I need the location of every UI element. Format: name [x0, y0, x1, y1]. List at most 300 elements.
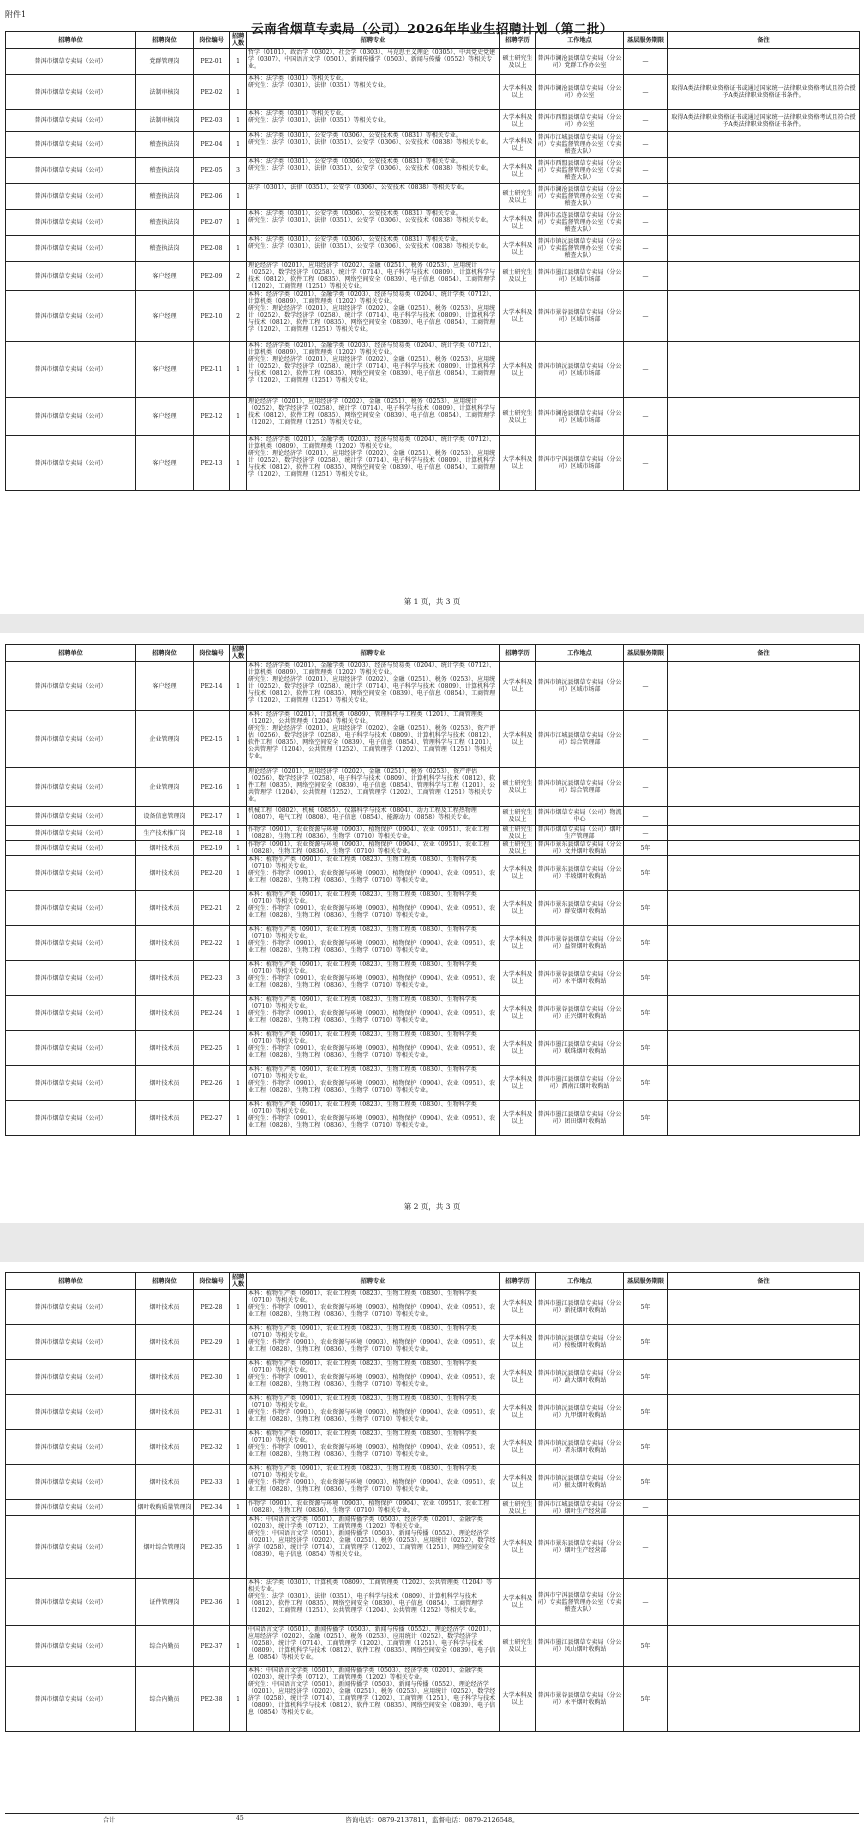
- note-cell: [668, 342, 860, 398]
- note-cell: [668, 184, 860, 210]
- post-cell: 烟叶技术员: [136, 1430, 194, 1465]
- education-cell: 大学本科及以上: [500, 1360, 536, 1395]
- unit-cell: 普洱市烟草专卖局（公司）: [6, 1031, 136, 1066]
- post-cell: 烟叶技术员: [136, 891, 194, 926]
- table-row: [6, 1360, 860, 1395]
- note-cell: [668, 158, 860, 184]
- table-row: [6, 1395, 860, 1430]
- post-code-cell: PE2-34: [194, 1500, 230, 1516]
- major-cell: 本科：植物生产类（0901）、农业工程类（0823）、生物工程类（0830）、生物科学类（0710）等相关专业。 研究生：作物学（0901）、农业资源与环境（0903）、植物保护（0904）、农业（0951）、农业工程（0828）、生物工程（0836）、生物学（0710）等相关专业。: [247, 891, 500, 926]
- service-term-cell: 5年: [624, 1360, 668, 1395]
- location-cell: 普洱市镇沅县烟草专卖局（分公司）专卖监督管理办公室（专卖稽查大队）: [536, 236, 624, 262]
- note-cell: [668, 1667, 860, 1732]
- table-row: [6, 961, 860, 996]
- post-code-cell: PE2-12: [194, 398, 230, 436]
- document-page-3: [0, 1262, 864, 1836]
- headcount-cell: 1: [230, 342, 247, 398]
- service-term-cell: —: [624, 826, 668, 841]
- note-cell: [668, 49, 860, 75]
- location-cell: 普洱市澜沧县烟草专卖局（分公司）区域市场部: [536, 398, 624, 436]
- note-cell: [668, 1066, 860, 1101]
- location-cell: 普洱市景东县烟草专卖局（分公司）半坡烟叶收购站: [536, 856, 624, 891]
- education-cell: 大学本科及以上: [500, 1667, 536, 1732]
- major-cell: 本科：经济学类（0201）、金融学类（0203）、经济与贸易类（0204）、统计学类（0712）、计算机类（0809）、工商管理类（1202）等相关专业。 研究生：理论经济学（0201）、应用经济学（0202）、金融（0251）、税务（0253）、应用统计（0252）、数学经济学（0258）、统计学（0714）、电子科学与技术（0809）、计算机科学与技术（0812）、软件工程（0835）、网络空间安全（0839）、电子信息（0854）、工商管理学（1202）、工商管理（1251）等相关专业。: [247, 436, 500, 491]
- headcount-cell: 1: [230, 711, 247, 768]
- table-row: [6, 1290, 860, 1325]
- column-header: 招聘专业: [247, 1273, 500, 1290]
- note-cell: 取得A类法律职业资格证书或通过国家统一法律职业资格考试且符合授予A类法律职业资格证书条件。: [668, 75, 860, 110]
- headcount-cell: 1: [230, 841, 247, 856]
- post-code-cell: PE2-17: [194, 807, 230, 826]
- education-cell: 大学本科及以上: [500, 132, 536, 158]
- education-cell: 硕士研究生及以上: [500, 841, 536, 856]
- note-cell: [668, 1101, 860, 1136]
- major-cell: 作物学（0901）、农业资源与环境（0903）、植物保护（0904）、农业（0951）、农业工程（0828）、生物工程（0836）、生物学（0710）等相关专业。: [247, 826, 500, 841]
- note-cell: [668, 1516, 860, 1579]
- post-code-cell: PE2-06: [194, 184, 230, 210]
- document-page-2: [0, 633, 864, 1223]
- note-cell: [668, 1031, 860, 1066]
- table-header-row: [6, 32, 860, 49]
- service-term-cell: 5年: [624, 1101, 668, 1136]
- post-code-cell: PE2-02: [194, 75, 230, 110]
- post-code-cell: PE2-08: [194, 236, 230, 262]
- unit-cell: 普洱市烟草专卖局（公司）: [6, 807, 136, 826]
- major-cell: 哲学（0101）、政治学（0302）、社会学（0303）、马克思主义理论（0305）、中共党史党建学（0307）、中国语言文学（0501）、新闻传播学（0503）、新闻与传播（0552）等相关专业。: [247, 49, 500, 75]
- service-term-cell: —: [624, 262, 668, 291]
- note-cell: [668, 1360, 860, 1395]
- headcount-cell: 1: [230, 132, 247, 158]
- unit-cell: 普洱市烟草专卖局（公司）: [6, 1101, 136, 1136]
- post-cell: 证件管理岗: [136, 1579, 194, 1626]
- post-cell: 烟叶技术员: [136, 926, 194, 961]
- post-code-cell: PE2-38: [194, 1667, 230, 1732]
- location-cell: 普洱市景谷县烟草专卖局（分公司）永平烟叶收购站: [536, 961, 624, 996]
- headcount-cell: 1: [230, 926, 247, 961]
- table-row: [6, 1667, 860, 1732]
- post-cell: 烟叶技术员: [136, 1066, 194, 1101]
- unit-cell: 普洱市烟草专卖局（公司）: [6, 236, 136, 262]
- post-cell: 党群管理岗: [136, 49, 194, 75]
- note-cell: [668, 711, 860, 768]
- education-cell: 大学本科及以上: [500, 158, 536, 184]
- headcount-cell: 1: [230, 236, 247, 262]
- major-cell: 法学（0301）、法律（0351）、公安学（0306）、公安技术（0838）等相关专业。: [247, 184, 500, 210]
- service-term-cell: 5年: [624, 891, 668, 926]
- post-code-cell: PE2-03: [194, 110, 230, 132]
- document-page-1: [0, 0, 864, 614]
- location-cell: 普洱市烟草专卖局（公司）物流中心: [536, 807, 624, 826]
- major-cell: 本科：经济学类（0201）、金融学类（0203）、经济与贸易类（0204）、统计学类（0712）、计算机类（0809）、工商管理类（1202）等相关专业。 研究生：理论经济学（0201）、应用经济学（0202）、金融（0251）、税务（0253）、应用统计（0252）、数学经济学（0258）、统计学（0714）、电子科学与技术（0809）、计算机科学与技术（0812）、软件工程（0835）、网络空间安全（0839）、电子信息（0854）、工商管理学（1202）、工商管理（1251）等相关专业。: [247, 342, 500, 398]
- unit-cell: 普洱市烟草专卖局（公司）: [6, 49, 136, 75]
- location-cell: 普洱市镇沅县烟草专卖局（分公司）按板烟叶收购站: [536, 1325, 624, 1360]
- headcount-cell: 1: [230, 1516, 247, 1579]
- service-term-cell: 5年: [624, 1395, 668, 1430]
- location-cell: 普洱市景谷县烟草专卖局（分公司）益智烟叶收购站: [536, 926, 624, 961]
- post-code-cell: PE2-14: [194, 662, 230, 711]
- major-cell: 本科：植物生产类（0901）、农业工程类（0823）、生物工程类（0830）、生物科学类（0710）等相关专业。 研究生：作物学（0901）、农业资源与环境（0903）、植物保护（0904）、农业（0951）、农业工程（0828）、生物工程（0836）、生物学（0710）等相关专业。: [247, 1360, 500, 1395]
- unit-cell: 普洱市烟草专卖局（公司）: [6, 1325, 136, 1360]
- recruitment-table-page-1: [5, 31, 860, 491]
- major-cell: 本科：法学类（0301）、公安学类（0306）、公安技术类（0831）等相关专业。 研究生：法学（0301）、法律（0351）、公安学（0306）、公安技术（0838）等相关专业。: [247, 210, 500, 236]
- unit-cell: 普洱市烟草专卖局（公司）: [6, 711, 136, 768]
- unit-cell: 普洱市烟草专卖局（公司）: [6, 1500, 136, 1516]
- table-row: [6, 110, 860, 132]
- unit-cell: 普洱市烟草专卖局（公司）: [6, 184, 136, 210]
- headcount-cell: 1: [230, 210, 247, 236]
- service-term-cell: —: [624, 1500, 668, 1516]
- post-cell: 烟叶综合管理岗: [136, 1516, 194, 1579]
- service-term-cell: 5年: [624, 1626, 668, 1667]
- headcount-cell: 1: [230, 1626, 247, 1667]
- location-cell: 普洱市镇沅县烟草专卖局（分公司）区域市场部: [536, 342, 624, 398]
- post-cell: 烟叶收购质量管理岗: [136, 1500, 194, 1516]
- location-cell: 普洱市江城县烟草专卖局（分公司）综合管理部: [536, 711, 624, 768]
- headcount-cell: 1: [230, 436, 247, 491]
- unit-cell: 普洱市烟草专卖局（公司）: [6, 996, 136, 1031]
- unit-cell: 普洱市烟草专卖局（公司）: [6, 110, 136, 132]
- post-code-cell: PE2-27: [194, 1101, 230, 1136]
- post-cell: 烟叶技术员: [136, 1101, 194, 1136]
- unit-cell: 普洱市烟草专卖局（公司）: [6, 1579, 136, 1626]
- post-code-cell: PE2-07: [194, 210, 230, 236]
- headcount-cell: 1: [230, 1066, 247, 1101]
- table-row: [6, 184, 860, 210]
- column-header: 招聘单位: [6, 1273, 136, 1290]
- location-cell: 普洱市澜沧县烟草专卖局（分公司）办公室: [536, 75, 624, 110]
- column-header: 岗位编号: [194, 1273, 230, 1290]
- service-term-cell: —: [624, 110, 668, 132]
- column-header: 岗位编号: [194, 32, 230, 49]
- service-term-cell: 5年: [624, 961, 668, 996]
- unit-cell: 普洱市烟草专卖局（公司）: [6, 961, 136, 996]
- major-cell: 理论经济学（0201）、应用经济学（0202）、金融（0251）、税务（0253）、应用统计（0252）、数学经济学（0258）、统计学（0714）、电子科学与技术（0809）、计算机科学与技术（0812）、软件工程（0835）、网络空间安全（0839）、电子信息（0854）、工商管理学（1202）、工商管理（1251）等相关专业。: [247, 262, 500, 291]
- location-cell: 普洱市西盟县烟草专卖局（分公司）专卖监督管理办公室（专卖稽查大队）: [536, 158, 624, 184]
- table-row: [6, 158, 860, 184]
- unit-cell: 普洱市烟草专卖局（公司）: [6, 436, 136, 491]
- location-cell: 普洱市墨江县烟草专卖局（分公司）凤山烟叶收购站: [536, 1626, 624, 1667]
- major-cell: 本科：植物生产类（0901）、农业工程类（0823）、生物工程类（0830）、生物科学类（0710）等相关专业。 研究生：作物学（0901）、农业资源与环境（0903）、植物保护（0904）、农业（0951）、农业工程（0828）、生物工程（0836）、生物学（0710）等相关专业。: [247, 1465, 500, 1500]
- headcount-cell: 1: [230, 1360, 247, 1395]
- education-cell: 硕士研究生及以上: [500, 807, 536, 826]
- note-cell: [668, 1465, 860, 1500]
- major-cell: 中国语言文学（0501）、新闻传播学（0503）、新闻与传播（0552）、理论经济学（0201）、应用经济学（0202）、金融（0251）、税务（0253）、应用统计（0252）、数学经济学（0258）、统计学（0714）、工商管理学（1202）、工商管理（1251）、电子科学与技术（0809）、计算机科学与技术（0812）、软件工程（0835）、网络空间安全（0839）、电子信息（0854）等相关专业。: [247, 1626, 500, 1667]
- location-cell: 普洱市西盟县烟草专卖局（分公司）办公室: [536, 110, 624, 132]
- note-cell: [668, 1626, 860, 1667]
- location-cell: 普洱市景谷县烟草专卖局（分公司）永平烟叶收购站: [536, 1667, 624, 1732]
- post-cell: 法制审核岗: [136, 110, 194, 132]
- post-code-cell: PE2-33: [194, 1465, 230, 1500]
- service-term-cell: 5年: [624, 1465, 668, 1500]
- education-cell: 大学本科及以上: [500, 1101, 536, 1136]
- major-cell: 本科：法学类（0301）等相关专业。 研究生：法学（0301）、法律（0351）等相关专业。: [247, 110, 500, 132]
- major-cell: 本科：植物生产类（0901）、农业工程类（0823）、生物工程类（0830）、生物科学类（0710）等相关专业。 研究生：作物学（0901）、农业资源与环境（0903）、植物保护（0904）、农业（0951）、农业工程（0828）、生物工程（0836）、生物学（0710）等相关专业。: [247, 1066, 500, 1101]
- post-cell: 烟叶技术员: [136, 996, 194, 1031]
- unit-cell: 普洱市烟草专卖局（公司）: [6, 826, 136, 841]
- note-cell: [668, 1325, 860, 1360]
- post-cell: 企业管理岗: [136, 768, 194, 807]
- education-cell: 硕士研究生及以上: [500, 768, 536, 807]
- column-header: 备注: [668, 645, 860, 662]
- service-term-cell: 5年: [624, 1290, 668, 1325]
- service-term-cell: —: [624, 158, 668, 184]
- education-cell: 硕士研究生及以上: [500, 1500, 536, 1516]
- service-term-cell: —: [624, 342, 668, 398]
- table-row: [6, 262, 860, 291]
- note-cell: [668, 891, 860, 926]
- major-cell: 本科：中国语言文学类（0501）、新闻传播学类（0503）、经济学类（0201）、金融学类（0203）、统计学类（0712）、工商管理类（1202）等相关专业。 研究生：中国语言文学（0501）、新闻传播学（0503）、新闻与传播（0552）、理论经济学（0201）、应用经济学（0202）、金融（0251）、税务（0253）、应用统计（0252）、数学经济学（0258）、统计学（0714）、工商管理学（1202）、工商管理（1251）、电子科学与技术（0809）、计算机科学与技术（0812）、软件工程（0835）、网络空间安全（0839）、电子信息（0854）等相关专业。: [247, 1667, 500, 1732]
- table-row: [6, 711, 860, 768]
- recruitment-table-page-2: [5, 644, 860, 1136]
- service-term-cell: —: [624, 132, 668, 158]
- post-cell: 客户经理: [136, 662, 194, 711]
- column-header: 招聘岗位: [136, 32, 194, 49]
- education-cell: 大学本科及以上: [500, 75, 536, 110]
- note-cell: [668, 1430, 860, 1465]
- unit-cell: 普洱市烟草专卖局（公司）: [6, 291, 136, 342]
- column-header: 招聘学历: [500, 1273, 536, 1290]
- education-cell: 大学本科及以上: [500, 662, 536, 711]
- education-cell: 硕士研究生及以上: [500, 826, 536, 841]
- note-cell: [668, 961, 860, 996]
- post-code-cell: PE2-05: [194, 158, 230, 184]
- table-row: [6, 210, 860, 236]
- note-cell: [668, 768, 860, 807]
- service-term-cell: —: [624, 398, 668, 436]
- unit-cell: 普洱市烟草专卖局（公司）: [6, 1395, 136, 1430]
- table-row: [6, 1066, 860, 1101]
- recruitment-table-page-3: [5, 1272, 860, 1732]
- post-code-cell: PE2-18: [194, 826, 230, 841]
- location-cell: 普洱市江城县烟草专卖局（分公司）烟叶生产经营部: [537, 1500, 622, 1515]
- location-cell: 普洱市景东县烟草专卖局（分公司）文井烟叶收购站: [537, 841, 622, 855]
- column-header: 招聘岗位: [136, 645, 194, 662]
- note-cell: [668, 1395, 860, 1430]
- note-cell: [668, 1579, 860, 1626]
- post-cell: 烟叶技术员: [136, 1290, 194, 1325]
- location-cell: 普洱市宁洱县烟草专卖局（分公司）区域市场部: [536, 436, 624, 491]
- unit-cell: 普洱市烟草专卖局（公司）: [6, 1516, 136, 1579]
- major-cell: 本科：植物生产类（0901）、农业工程类（0823）、生物工程类（0830）、生物科学类（0710）等相关专业。 研究生：作物学（0901）、农业资源与环境（0903）、植物保护（0904）、农业（0951）、农业工程（0828）、生物工程（0836）、生物学（0710）等相关专业。: [247, 1325, 500, 1360]
- table-row: [6, 1430, 860, 1465]
- post-cell: 综合内勤员: [136, 1667, 194, 1732]
- location-cell: 普洱市镇沅县烟草专卖局（分公司）者东烟叶收购站: [536, 1430, 624, 1465]
- education-cell: 大学本科及以上: [500, 1066, 536, 1101]
- post-code-cell: PE2-29: [194, 1325, 230, 1360]
- education-cell: 硕士研究生及以上: [500, 262, 536, 291]
- headcount-cell: 1: [230, 856, 247, 891]
- service-term-cell: 5年: [624, 996, 668, 1031]
- headcount-cell: 1: [230, 110, 247, 132]
- location-cell: 普洱市澜沧县烟草专卖局（分公司）党群工作办公室: [536, 49, 624, 75]
- post-code-cell: PE2-21: [194, 891, 230, 926]
- post-cell: 烟叶技术员: [136, 1395, 194, 1430]
- post-cell: 烟叶技术员: [136, 1325, 194, 1360]
- column-header: 工作地点: [536, 645, 624, 662]
- column-header: 工作地点: [536, 32, 624, 49]
- location-cell: 普洱市江城县烟草专卖局（分公司）专卖监督管理办公室（专卖稽查大队）: [536, 132, 624, 158]
- table-row: [6, 996, 860, 1031]
- table-row: [6, 662, 860, 711]
- unit-cell: 普洱市烟草专卖局（公司）: [6, 768, 136, 807]
- major-cell: 本科：法学类（0301）、公安学类（0306）、公安技术类（0831）等相关专业。 研究生：法学（0301）、法律（0351）、公安学（0306）、公安技术（0838）等相关专业。: [247, 158, 500, 184]
- column-header: 招聘人数: [230, 32, 247, 49]
- note-cell: [668, 1290, 860, 1325]
- table-header-row: [6, 645, 860, 662]
- education-cell: 大学本科及以上: [500, 342, 536, 398]
- column-header: 基层服务期限: [624, 1273, 668, 1290]
- table-row: [6, 1626, 860, 1667]
- headcount-cell: 1: [230, 662, 247, 711]
- note-cell: [668, 826, 860, 841]
- column-header: 招聘专业: [247, 32, 500, 49]
- major-cell: 机械工程（0802）、机械（0855）、仪器科学与技术（0804）、动力工程及工程热物理（0807）、电气工程（0808）、电子信息（0854）、能源动力（0858）等相关专业。: [247, 807, 500, 826]
- contact-phones: 咨询电话：0879-2137811，监督电话：0879-2126548。: [345, 1816, 519, 1824]
- major-cell: 理论经济学（0201）、应用经济学（0202）、金融（0251）、税务（0253）、资产评估（0256）、数学经济学（0258）、电子科学与技术（0809）、计算机科学与技术（0812）、软件工程（0835）、网络空间安全（0839）、电子信息（0854）、管理科学与工程（1201）、公共管理学（1204）、公共管理（1252）、工商管理学（1202）、工商管理（1251）等相关专业。: [247, 768, 500, 807]
- post-cell: 烟叶技术员: [136, 1031, 194, 1066]
- location-cell: 普洱市墨江县烟草专卖局（分公司）团田烟叶收购站: [536, 1101, 624, 1136]
- education-cell: 大学本科及以上: [500, 711, 536, 768]
- unit-cell: 普洱市烟草专卖局（公司）: [6, 841, 136, 856]
- major-cell: 理论经济学（0201）、应用经济学（0202）、金融（0251）、税务（0253）、应用统计（0252）、数学经济学（0258）、统计学（0714）、电子科学与技术（0809）、计算机科学与技术（0812）、软件工程（0835）、网络空间安全（0839）、电子信息（0854）、工商管理学（1202）、工商管理（1251）等相关专业。: [247, 398, 500, 436]
- post-cell: 生产技术推广岗: [136, 826, 194, 841]
- column-header: 招聘单位: [6, 645, 136, 662]
- location-cell: 普洱市墨江县烟草专卖局（分公司）泗南江烟叶收购站: [536, 1066, 624, 1101]
- post-code-cell: PE2-31: [194, 1395, 230, 1430]
- post-code-cell: PE2-32: [194, 1430, 230, 1465]
- note-cell: [668, 398, 860, 436]
- education-cell: 大学本科及以上: [500, 1395, 536, 1430]
- page-number: 第 2 页，共 3 页: [403, 1202, 461, 1211]
- unit-cell: 普洱市烟草专卖局（公司）: [6, 926, 136, 961]
- post-cell: 稽查执法岗: [136, 210, 194, 236]
- post-cell: 客户经理: [136, 436, 194, 491]
- education-cell: 硕士研究生及以上: [500, 49, 536, 75]
- unit-cell: 普洱市烟草专卖局（公司）: [6, 1667, 136, 1732]
- unit-cell: 普洱市烟草专卖局（公司）: [6, 75, 136, 110]
- post-cell: 稽查执法岗: [136, 158, 194, 184]
- note-cell: [668, 1500, 860, 1516]
- column-header: 岗位编号: [194, 645, 230, 662]
- note-cell: [668, 662, 860, 711]
- education-cell: 大学本科及以上: [500, 856, 536, 891]
- headcount-cell: 1: [230, 184, 247, 210]
- location-cell: 普洱市镇沅县烟草专卖局（分公司）勐大烟叶收购站: [536, 1360, 624, 1395]
- table-row: [6, 436, 860, 491]
- service-term-cell: —: [624, 236, 668, 262]
- column-header: 招聘学历: [500, 645, 536, 662]
- note-cell: [668, 841, 860, 856]
- post-code-cell: PE2-19: [194, 841, 230, 856]
- unit-cell: 普洱市烟草专卖局（公司）: [6, 1626, 136, 1667]
- service-term-cell: —: [624, 768, 668, 807]
- education-cell: 大学本科及以上: [500, 1579, 536, 1626]
- major-cell: 本科：植物生产类（0901）、农业工程类（0823）、生物工程类（0830）、生物科学类（0710）等相关专业。 研究生：作物学（0901）、农业资源与环境（0903）、植物保护（0904）、农业（0951）、农业工程（0828）、生物工程（0836）、生物学（0710）等相关专业。: [247, 1430, 500, 1465]
- note-cell: [668, 807, 860, 826]
- location-cell: 普洱市镇沅县烟草专卖局（分公司）区域市场部: [536, 662, 624, 711]
- post-code-cell: PE2-15: [194, 711, 230, 768]
- table-row: [6, 826, 860, 841]
- table-row: [6, 236, 860, 262]
- headcount-cell: 1: [230, 49, 247, 75]
- post-code-cell: PE2-36: [194, 1579, 230, 1626]
- location-cell: 普洱市镇沅县烟草专卖局（分公司）综合管理部: [536, 768, 624, 807]
- major-cell: 本科：经济学类（0201）、计算机类（0809）、管理科学与工程类（1201）、工商管理类（1202）、公共管理类（1204）等相关专业。 研究生：理论经济学（0201）、应用经济学（0202）、金融（0251）、税务（0253）、资产评估（0256）、数学经济学（0258）、电子科学与技术（0809）、计算机科学与技术（0812）、软件工程（0835）、网络空间安全（0839）、电子信息（0854）、管理科学与工程（1201）、公共管理学（1204）、公共管理（1252）、工商管理学（1202）、工商管理（1251）等相关专业。: [247, 711, 500, 768]
- note-cell: [668, 132, 860, 158]
- headcount-cell: 1: [230, 996, 247, 1031]
- total-label: 合计: [103, 1817, 116, 1824]
- location-cell: 普洱市宁洱县烟草专卖局（分公司）专卖监督管理办公室（专卖稽查大队）: [536, 1579, 624, 1626]
- post-cell: 稽查执法岗: [136, 236, 194, 262]
- service-term-cell: —: [624, 210, 668, 236]
- headcount-cell: 2: [230, 291, 247, 342]
- table-row: [6, 891, 860, 926]
- attachment-label: 附件1: [5, 10, 27, 19]
- service-term-cell: —: [624, 184, 668, 210]
- post-code-cell: PE2-16: [194, 768, 230, 807]
- service-term-cell: 5年: [624, 1430, 668, 1465]
- post-cell: 客户经理: [136, 291, 194, 342]
- table-row: [6, 132, 860, 158]
- unit-cell: 普洱市烟草专卖局（公司）: [6, 1290, 136, 1325]
- unit-cell: 普洱市烟草专卖局（公司）: [6, 210, 136, 236]
- column-header: 基层服务期限: [624, 645, 668, 662]
- service-term-cell: 5年: [624, 926, 668, 961]
- headcount-cell: 1: [230, 1325, 247, 1360]
- column-header: 招聘人数: [230, 645, 247, 662]
- table-row: [6, 342, 860, 398]
- unit-cell: 普洱市烟草专卖局（公司）: [6, 856, 136, 891]
- table-row: [6, 398, 860, 436]
- table-row: [6, 841, 860, 856]
- headcount-cell: 1: [230, 826, 247, 841]
- location-cell: 普洱市景东县烟草专卖局（分公司）群安烟叶收购站: [536, 891, 624, 926]
- education-cell: 硕士研究生及以上: [500, 398, 536, 436]
- headcount-cell: 2: [230, 262, 247, 291]
- unit-cell: 普洱市烟草专卖局（公司）: [6, 342, 136, 398]
- education-cell: 大学本科及以上: [500, 1516, 536, 1579]
- major-cell: 本科：植物生产类（0901）、农业工程类（0823）、生物工程类（0830）、生物科学类（0710）等相关专业。 研究生：作物学（0901）、农业资源与环境（0903）、植物保护（0904）、农业（0951）、农业工程（0828）、生物工程（0836）、生物学（0710）等相关专业。: [247, 1031, 500, 1066]
- education-cell: 大学本科及以上: [500, 891, 536, 926]
- major-cell: 本科：经济学类（0201）、金融学类（0203）、经济与贸易类（0204）、统计学类（0712）、计算机类（0809）、工商管理类（1202）等相关专业。 研究生：理论经济学（0201）、应用经济学（0202）、金融（0251）、税务（0253）、应用统计（0252）、数学经济学（0258）、统计学（0714）、电子科学与技术（0809）、计算机科学与技术（0812）、软件工程（0835）、网络空间安全（0839）、电子信息（0854）、工商管理学（1202）、工商管理（1251）等相关专业。: [247, 291, 500, 342]
- post-cell: 烟叶技术员: [136, 841, 194, 856]
- major-cell: 作物学（0901）、农业资源与环境（0903）、植物保护（0904）、农业（0951）、农业工程（0828）、生物工程（0836）、生物学（0710）等相关专业。: [247, 841, 500, 856]
- major-cell: 本科：法学类（0301）等相关专业。 研究生：法学（0301）、法律（0351）等相关专业。: [247, 75, 500, 110]
- headcount-cell: 1: [230, 768, 247, 807]
- table-row: [6, 1500, 860, 1516]
- major-cell: 本科：法学类（0301）、计算机类（0809）、工商管理类（1202）、公共管理类（1204）等相关专业。 研究生：法学（0301）、法律（0351）、电子科学与技术（0809）、计算机科学与技术（0812）、软件工程（0835）、网络空间安全（0839）、电子信息（0854）、工商管理学（1202）、工商管理（1251）、公共管理学（1204）、公共管理（1252）等相关专业。: [247, 1579, 500, 1626]
- education-cell: 大学本科及以上: [500, 436, 536, 491]
- service-term-cell: 5年: [624, 1066, 668, 1101]
- headcount-cell: 1: [230, 75, 247, 110]
- post-cell: 设备信息管理岗: [136, 807, 194, 826]
- major-cell: 作物学（0901）、农业资源与环境（0903）、植物保护（0904）、农业（0951）、农业工程（0828）、生物工程（0836）、生物学（0710）等相关专业。: [247, 1500, 500, 1516]
- post-cell: 烟叶技术员: [136, 961, 194, 996]
- service-term-cell: —: [624, 49, 668, 75]
- education-cell: 大学本科及以上: [500, 1325, 536, 1360]
- headcount-cell: 3: [230, 961, 247, 996]
- note-cell: [668, 996, 860, 1031]
- location-cell: 普洱市镇沅县烟草专卖局（分公司）九甲烟叶收购站: [536, 1395, 624, 1430]
- post-cell: 烟叶技术员: [136, 856, 194, 891]
- table-row: [6, 926, 860, 961]
- post-cell: 企业管理岗: [136, 711, 194, 768]
- headcount-cell: 1: [230, 1430, 247, 1465]
- location-cell: 普洱市景东县烟草专卖局（分公司）烟叶生产经营部: [536, 1516, 624, 1579]
- education-cell: 大学本科及以上: [500, 1465, 536, 1500]
- education-cell: 大学本科及以上: [500, 1430, 536, 1465]
- unit-cell: 普洱市烟草专卖局（公司）: [6, 132, 136, 158]
